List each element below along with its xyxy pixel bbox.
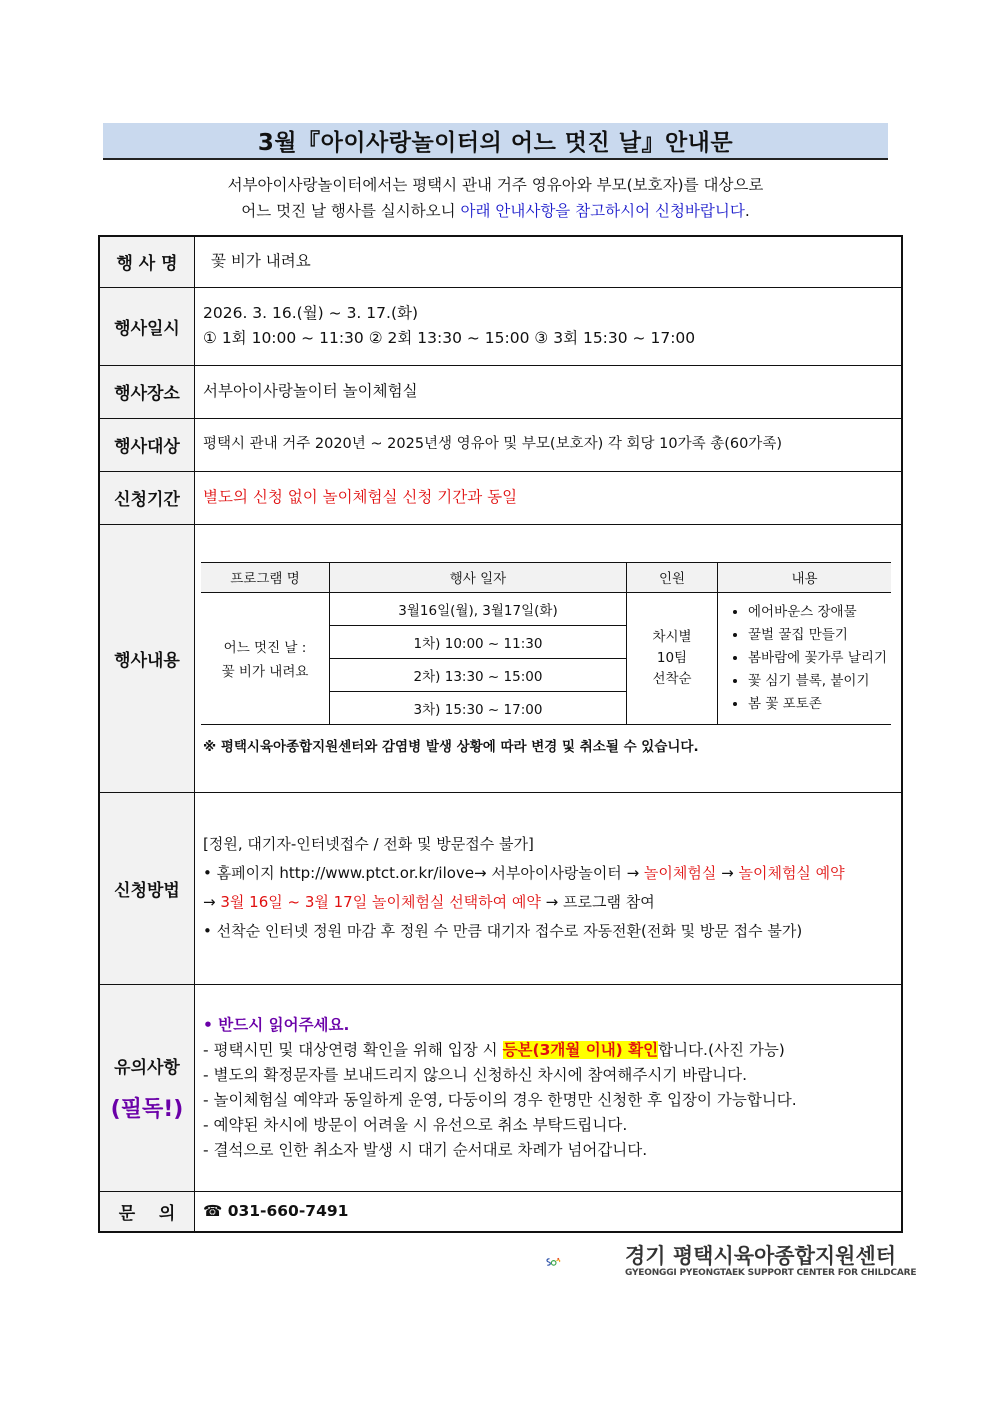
caution-line-1	[203, 1038, 901, 1063]
label-event-name: 행 사 명	[99, 236, 195, 287]
row-target	[99, 418, 902, 471]
intro-line-2-suffix: .	[744, 202, 750, 220]
program-name-line-2: 꽃 비가 내려요	[221, 664, 309, 680]
label-venue: 행사장소	[99, 365, 195, 418]
caution-head: • 반드시 읽어주세요.	[203, 1015, 350, 1034]
info-table	[98, 235, 903, 1233]
value-period: 별도의 신청 없이 놀이체험실 신청 기간과 동일	[195, 471, 903, 524]
method-line-4: • 선착순 인터넷 정원 마감 후 정원 수 만큼 대기자 접수로 자동전환(전화 및 방문 접수 불가)	[203, 922, 803, 940]
method-line-3-b: 3월 16일 ~ 3월 17일 놀이체험실 선택하여 예약	[220, 893, 541, 911]
program-date-cell: 3차) 15:30 ~ 17:00	[330, 691, 627, 724]
value-contact: ☎ 031-660-7491	[195, 1191, 903, 1232]
value-caution	[195, 984, 903, 1191]
label-target: 행사대상	[99, 418, 195, 471]
caution-line-2: - 별도의 확정문자를 보내드리지 않으니 신청하신 차시에 참여해주시기 바랍니다.	[203, 1065, 748, 1084]
intro-line-2-highlight: 아래 안내사항을 참고하시어 신청바랍니다	[460, 202, 745, 220]
event-date-line-1: 2026. 3. 16.(월) ~ 3. 17.(화)	[203, 304, 419, 322]
people-line-1: 차시별	[652, 628, 692, 645]
program-header-name: 프로그램 명	[201, 562, 330, 592]
list-item: • 봄 꽃 포토존	[748, 693, 891, 716]
row-contact	[99, 1191, 902, 1232]
program-header-content: 내용	[718, 562, 892, 592]
program-header-date: 행사 일자	[330, 562, 627, 592]
intro-text	[103, 172, 888, 224]
caution-line-1-highlight: 등본(3개월 이내) 확인	[502, 1040, 659, 1059]
value-target: 평택시 관내 거주 2020년 ~ 2025년생 영유아 및 부모(보호자) 각 회당 10가족 총(60가족)	[195, 418, 903, 471]
center-logo-icon	[545, 1238, 625, 1286]
program-note: ※ 평택시육아종합지원센터와 감염병 발생 상황에 따라 변경 및 취소될 수 있습니다.	[203, 738, 699, 755]
method-line-2	[203, 859, 901, 888]
method-line-3-c: → 프로그램 참여	[540, 893, 655, 911]
caution-line-4: - 예약된 차시에 방문이 어려울 시 유선으로 취소 부탁드립니다.	[203, 1115, 628, 1134]
label-caution	[99, 984, 195, 1191]
caution-line-5: - 결석으로 인한 취소자 발생 시 대기 순서대로 차례가 넘어갑니다.	[203, 1140, 648, 1159]
method-line-2-d: 놀이체험실 예약	[738, 864, 845, 882]
people-line-2: 10팀	[656, 649, 688, 666]
program-row	[201, 592, 891, 625]
row-period	[99, 471, 902, 524]
program-name-line-1: 어느 멋진 날 :	[223, 640, 307, 656]
program-header-row	[201, 562, 891, 592]
method-line-2-a: • 홈페이지 http://www.ptct.or.kr/ilove→ 서부아이사랑놀이터 →	[203, 864, 644, 882]
method-line-2-b: 놀이체험실	[643, 864, 717, 882]
page-title: 3월『아이사랑놀이터의 어느 멋진 날』안내문	[257, 130, 734, 156]
intro-line-2	[103, 198, 888, 224]
label-event-date: 행사일시	[99, 287, 195, 365]
program-date-cell: 2차) 13:30 ~ 15:00	[330, 658, 627, 691]
people-line-3: 선착순	[652, 670, 692, 687]
program-date-cell: 1차) 10:00 ~ 11:30	[330, 625, 627, 658]
row-method	[99, 792, 902, 984]
method-line-3	[203, 888, 901, 917]
caution-line-1-c: 합니다.(사진 가능)	[658, 1040, 785, 1059]
row-content	[99, 524, 902, 792]
program-header-people: 인원	[627, 562, 718, 592]
intro-line-2-prefix: 어느 멋진 날 행사를 실시하오니	[241, 202, 461, 220]
caution-line-3: - 놀이체험실 예약과 동일하게 운영, 다둥이의 경우 한명만 신청한 후 입장이 가능합니다.	[203, 1090, 797, 1109]
program-people-cell	[627, 592, 718, 724]
label-contact: 문 의	[99, 1191, 195, 1232]
list-item: • 꽃 심기 블록, 붙이기	[748, 670, 891, 693]
title-bar	[103, 123, 888, 160]
row-venue	[99, 365, 902, 418]
label-period: 신청기간	[99, 471, 195, 524]
row-event-date	[99, 287, 902, 365]
label-content: 행사내용	[99, 524, 195, 792]
value-event-name: 꽃 비가 내려요	[195, 236, 903, 287]
value-content	[195, 524, 903, 792]
caution-label: 유의사항	[114, 1057, 180, 1078]
event-date-line-2: ① 1회 10:00 ~ 11:30 ② 2회 13:30 ~ 15:00 ③ 3회 15:30 ~ 17:00	[203, 329, 696, 347]
row-event-name	[99, 236, 902, 287]
program-table	[201, 562, 891, 725]
row-caution	[99, 984, 902, 1191]
value-event-date	[195, 287, 903, 365]
program-content-list	[718, 601, 891, 716]
must-read-label: (필독!)	[110, 1096, 184, 1122]
caution-line-1-a: - 평택시민 및 대상연령 확인을 위해 입장 시	[203, 1040, 503, 1059]
value-venue: 서부아이사랑놀이터 놀이체험실	[195, 365, 903, 418]
program-name-cell	[201, 592, 330, 724]
method-line-2-c: →	[716, 864, 739, 882]
program-content-cell	[718, 592, 892, 724]
method-line-1: [정원, 대기자-인터넷접수 / 전화 및 방문접수 불가]	[203, 835, 534, 853]
method-line-3-a: →	[203, 893, 221, 911]
list-item: • 봄바람에 꽃가루 날리기	[748, 647, 891, 670]
center-logo-name: 경기 평택시육아종합지원센터	[625, 1244, 897, 1268]
label-method: 신청방법	[99, 792, 195, 984]
list-item: • 꿀벌 꿀집 만들기	[748, 624, 891, 647]
program-date-cell: 3월16일(월), 3월17일(화)	[330, 592, 627, 625]
list-item: • 에어바운스 장애물	[748, 601, 891, 624]
intro-line-1: 서부아이사랑놀이터에서는 평택시 관내 거주 영유아와 부모(보호자)를 대상으로	[227, 176, 764, 194]
center-logo-subtitle: GYEONGGI PYEONGTAEK SUPPORT CENTER FOR CHILDCARE	[625, 1268, 917, 1278]
value-method	[195, 792, 903, 984]
